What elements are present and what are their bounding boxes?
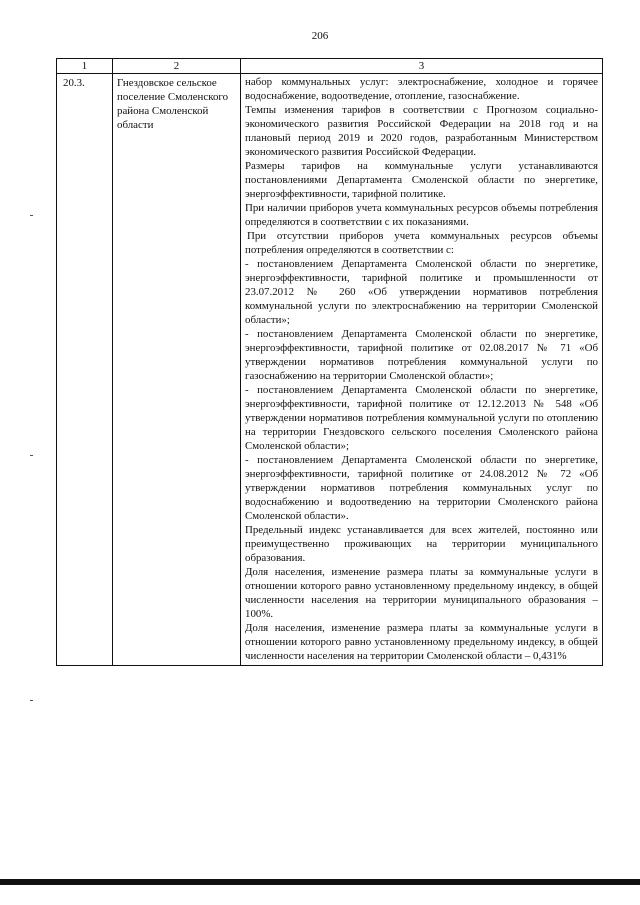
row-number: 20.3. <box>57 74 113 666</box>
table-row <box>57 74 603 666</box>
column-header-2: 2 <box>113 59 241 74</box>
paragraph: Размеры тарифов на коммунальные услуги устанавливаются постановлениями Департамента Смоленской области по энергетике, энергоэффективности, тарифной политике. <box>245 160 598 200</box>
scan-mark <box>30 215 33 216</box>
paragraph: набор коммунальных услуг: электроснабжение, холодное и горячее водоснабжение, водоотведение, отопление, газоснабжение. <box>245 76 598 102</box>
scan-mark <box>30 455 33 456</box>
municipality-name: Гнездовское сельское поселение Смоленского района Смоленской области <box>113 74 241 666</box>
bottom-scan-bar <box>0 879 640 885</box>
paragraph: При отсутствии приборов учета коммунальных ресурсов объемы потребления определяются в соответствии с: <box>245 230 598 256</box>
paragraph: Доля населения, изменение размера платы за коммунальные услуги в отношении которого равно установленному предельному индексу, в общей численности населения на территории муниципального образования – 100%. <box>245 566 598 620</box>
header-row <box>57 59 603 74</box>
row-content <box>241 74 603 666</box>
tariff-table <box>56 58 603 666</box>
paragraph: Темпы изменения тарифов в соответствии с Прогнозом социально-экономического развития Российской Федерации на 2018 год и на плановый период 2019 и 2020 годов, разработанным Министерством экономического развития Российской Федерации. <box>245 104 598 158</box>
list-item: - постановлением Департамента Смоленской области по энергетике, энергоэффективности, тарифной политике от 12.12.2013 № 548 «Об утверждении нормативов потребления коммунальной услуги по отоплению на территории Гнездовского сельского поселения Смоленского района Смоленской области»; <box>245 384 598 452</box>
column-header-1: 1 <box>57 59 113 74</box>
paragraph: Предельный индекс устанавливается для всех жителей, постоянно или преимущественно проживающих на территории муниципального образования. <box>245 524 598 564</box>
paragraph: Доля населения, изменение размера платы за коммунальные услуги в отношении которого равно установленному предельному индексу, в общей численности населения на территории Смоленской области – 0,431% <box>245 622 598 662</box>
paragraph: При наличии приборов учета коммунальных ресурсов объемы потребления определяются в соответствии с их показаниями. <box>245 202 598 228</box>
scan-mark <box>30 700 33 701</box>
list-item: - постановлением Департамента Смоленской области по энергетике, энергоэффективности, тарифной политике от 02.08.2017 № 71 «Об утверждении нормативов потребления коммунальной услуги по газоснабжению на территории Смоленской области»; <box>245 328 598 382</box>
list-item: - постановлением Департамента Смоленской области по энергетике, энергоэффективности, тарифной политике от 24.08.2012 № 72 «Об утверждении нормативов потребления коммунальных услуг по водоснабжению и водоотведению на территории Смоленского района Смоленской области». <box>245 454 598 522</box>
page-number: 206 <box>311 30 329 42</box>
column-header-3: 3 <box>241 59 603 74</box>
list-item: - постановлением Департамента Смоленской области по энергетике, энергоэффективности, тарифной политике и промышленности от 23.07.2012 № 260 «Об утверждении нормативов потребления коммунальной услуги по электроснабжению на территории Смоленской области»; <box>245 258 598 326</box>
